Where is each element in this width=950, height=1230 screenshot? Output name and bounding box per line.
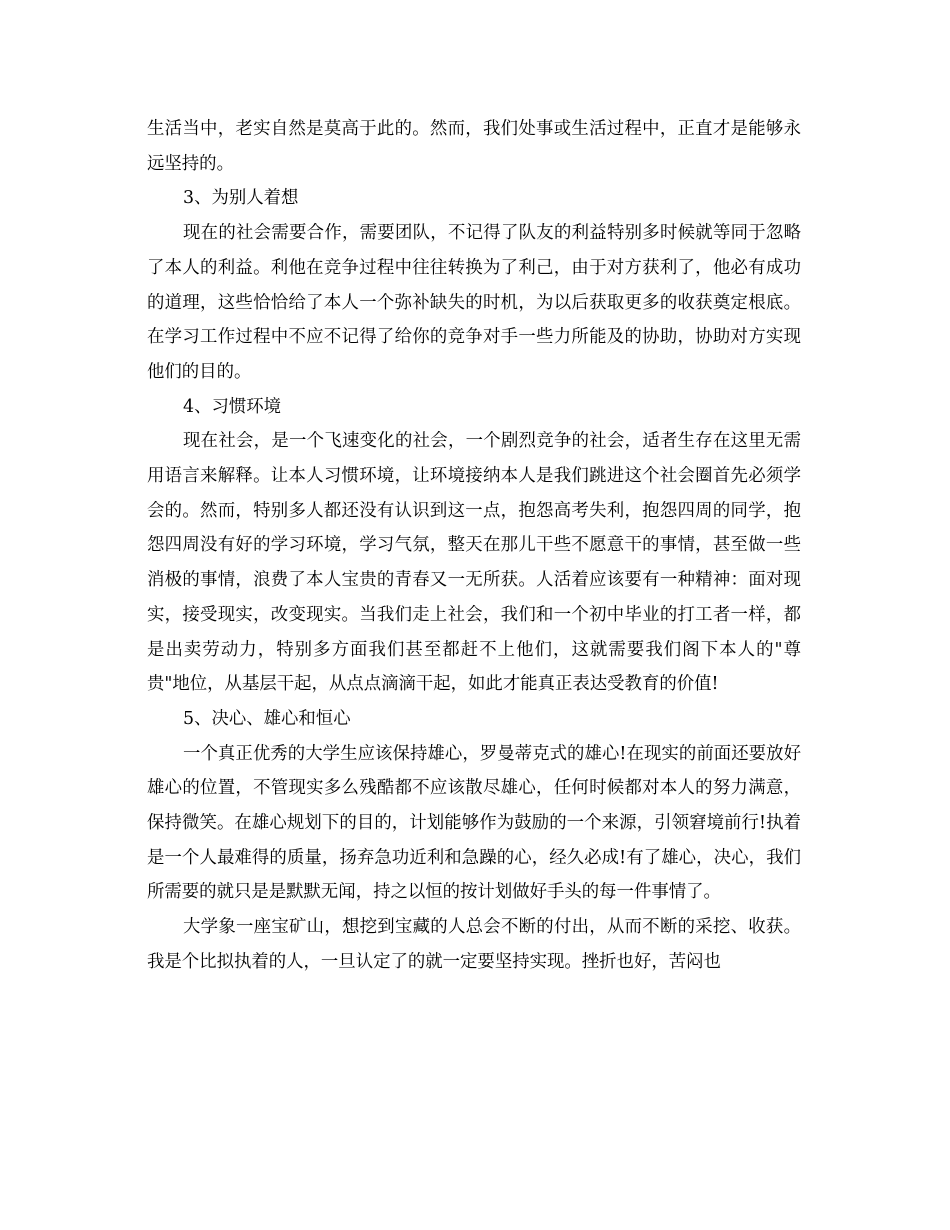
document-body (147, 112, 801, 980)
paragraph-university-mine: 大学象一座宝矿山，想挖到宝藏的人总会不断的付出，从而不断的采挖、收获。我是个比拟执着的人，一旦认定了的就一定要坚持实现。挫折也好，苦闷也 (147, 917, 801, 972)
paragraph-consider-others: 现在的社会需要合作，需要团队，不记得了队友的利益特别多时候就等同于忽略了本人的利益。利他在竞争过程中往往转换为了利己，由于对方获利了，他必有成功的道理，这些恰恰给了本人一个弥补缺失的时机，为以后获取更多的收获奠定根底。在学习工作过程中不应不记得了给你的竞争对手一些力所能及的协助，协助对方实现他们的目的。 (147, 223, 801, 382)
paragraph-adapt-environment: 现在社会，是一个飞速变化的社会，一个剧烈竞争的社会，适者生存在这里无需用语言来解释。让本人习惯环境，让环境接纳本人是我们跳进这个社会圈首先必须学会的。然而，特别多人都还没有认识到这一点，抱怨高考失利，抱怨四周的同学，抱怨四周没有好的学习环境，学习气氛，整天在那儿干些不愿意干的事情，甚至做一些消极的事情，浪费了本人宝贵的青春又一无所获。人活着应该要有一种精神：面对现实，接受现实，改变现实。当我们走上社会，我们和一个初中毕业的打工者一样，都是出卖劳动力，特别多方面我们甚至都赶不上他们，这就需要我们阁下本人的"尊贵"地位，从基层干起，从点点滴滴干起，如此才能真正表达受教育的价值! (147, 431, 801, 695)
section-heading-3: 3、为别人着想 (183, 188, 299, 209)
section-heading-4: 4、习惯环境 (183, 396, 282, 417)
section-heading-5: 5、决心、雄心和恒心 (183, 708, 351, 729)
paragraph-ambition: 一个真正优秀的大学生应该保持雄心，罗曼蒂克式的雄心!在现实的前面还要放好雄心的位置，不管现实多么残酷都不应该散尽雄心，任何时候都对本人的努力满意，保持微笑。在雄心规划下的目的，计划能够作为鼓励的一个来源，引领窘境前行!执着是一个人最难得的质量，扬弃急功近利和急躁的心，经久必成!有了雄心，决心，我们所需要的就只是是默默无闻，持之以恒的按计划做好手头的每一件事情了。 (147, 743, 801, 903)
paragraph-honesty-end: 生活当中，老实自然是莫高于此的。然而，我们处事或生活过程中，正直才是能够永远坚持的。 (147, 119, 801, 174)
